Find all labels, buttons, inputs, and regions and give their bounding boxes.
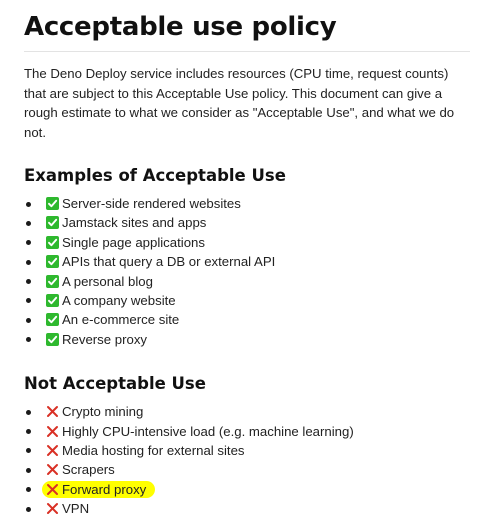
cross-mark-icon — [46, 425, 59, 438]
bullet-dot — [26, 221, 31, 226]
bullet-dot — [26, 202, 31, 207]
list-item-label: Single page applications — [62, 234, 205, 250]
bullet-dot — [26, 279, 31, 284]
list-item — [24, 252, 470, 271]
list-item — [24, 480, 470, 499]
cross-mark-icon — [46, 483, 59, 496]
check-mark-icon — [46, 333, 59, 346]
list-item-label: Jamstack sites and apps — [62, 215, 207, 231]
list-item — [24, 310, 470, 329]
bullet-dot — [26, 318, 31, 323]
check-mark-icon — [46, 313, 59, 326]
list-item-label: An e-commerce site — [62, 312, 180, 328]
check-mark-icon — [46, 275, 59, 288]
list-item-label: Scrapers — [62, 462, 115, 478]
list-item — [24, 499, 470, 518]
list-item-label: Server-side rendered websites — [62, 196, 241, 211]
list-item — [24, 272, 470, 291]
list-item-label: A personal blog — [62, 273, 153, 289]
bullet-dot — [26, 410, 31, 415]
policy-document — [24, 0, 470, 518]
bullet-dot — [26, 337, 31, 342]
check-mark-icon — [46, 216, 59, 229]
bullet-dot — [26, 298, 31, 303]
bullet-dot — [26, 260, 31, 265]
bullet-dot — [26, 240, 31, 245]
list-item-label: A company website — [62, 292, 176, 308]
list-item — [24, 330, 470, 349]
cross-mark-icon — [46, 405, 59, 418]
list-item — [24, 441, 470, 460]
section-heading-acceptable: Examples of Acceptable Use — [24, 166, 286, 185]
list-item — [24, 402, 470, 421]
cross-mark-icon — [46, 463, 59, 476]
acceptable-use-list — [24, 194, 470, 349]
list-item-label: Media hosting for external sites — [62, 442, 245, 458]
list-item — [24, 194, 470, 213]
list-item — [24, 233, 470, 252]
check-mark-icon — [46, 294, 59, 307]
bullet-dot — [26, 448, 31, 453]
list-item-label: VPN — [62, 501, 90, 517]
cross-mark-icon — [46, 444, 59, 457]
bullet-dot — [26, 487, 31, 492]
section-heading-not-acceptable: Not Acceptable Use — [24, 374, 206, 394]
list-item — [24, 291, 470, 310]
list-item — [24, 460, 470, 479]
list-item-label: Highly CPU-intensive load (e.g. machine learning) — [62, 423, 354, 439]
list-item-label: Forward proxy — [62, 481, 147, 497]
bullet-dot — [26, 429, 31, 434]
check-mark-icon — [46, 255, 59, 268]
list-item — [24, 422, 470, 441]
list-item-label: Reverse proxy — [62, 331, 148, 347]
list-item-label: APIs that query a DB or external API — [62, 254, 276, 270]
highlighted-item — [42, 481, 155, 498]
bullet-dot — [26, 507, 31, 512]
page-title: Acceptable use policy — [24, 12, 470, 52]
not-acceptable-use-list — [24, 402, 470, 518]
check-mark-icon — [46, 236, 59, 249]
intro-paragraph: The Deno Deploy service includes resources (CPU time, request counts) that are subject to this Acceptable Use policy. This document can give a rough estimate to what we consider as "Acceptable Use", and what we do not. — [24, 66, 455, 140]
check-mark-icon — [46, 197, 59, 210]
bullet-dot — [26, 468, 31, 473]
cross-mark-icon — [46, 502, 59, 515]
list-item — [24, 213, 470, 232]
list-item-label: Crypto mining — [62, 404, 144, 420]
